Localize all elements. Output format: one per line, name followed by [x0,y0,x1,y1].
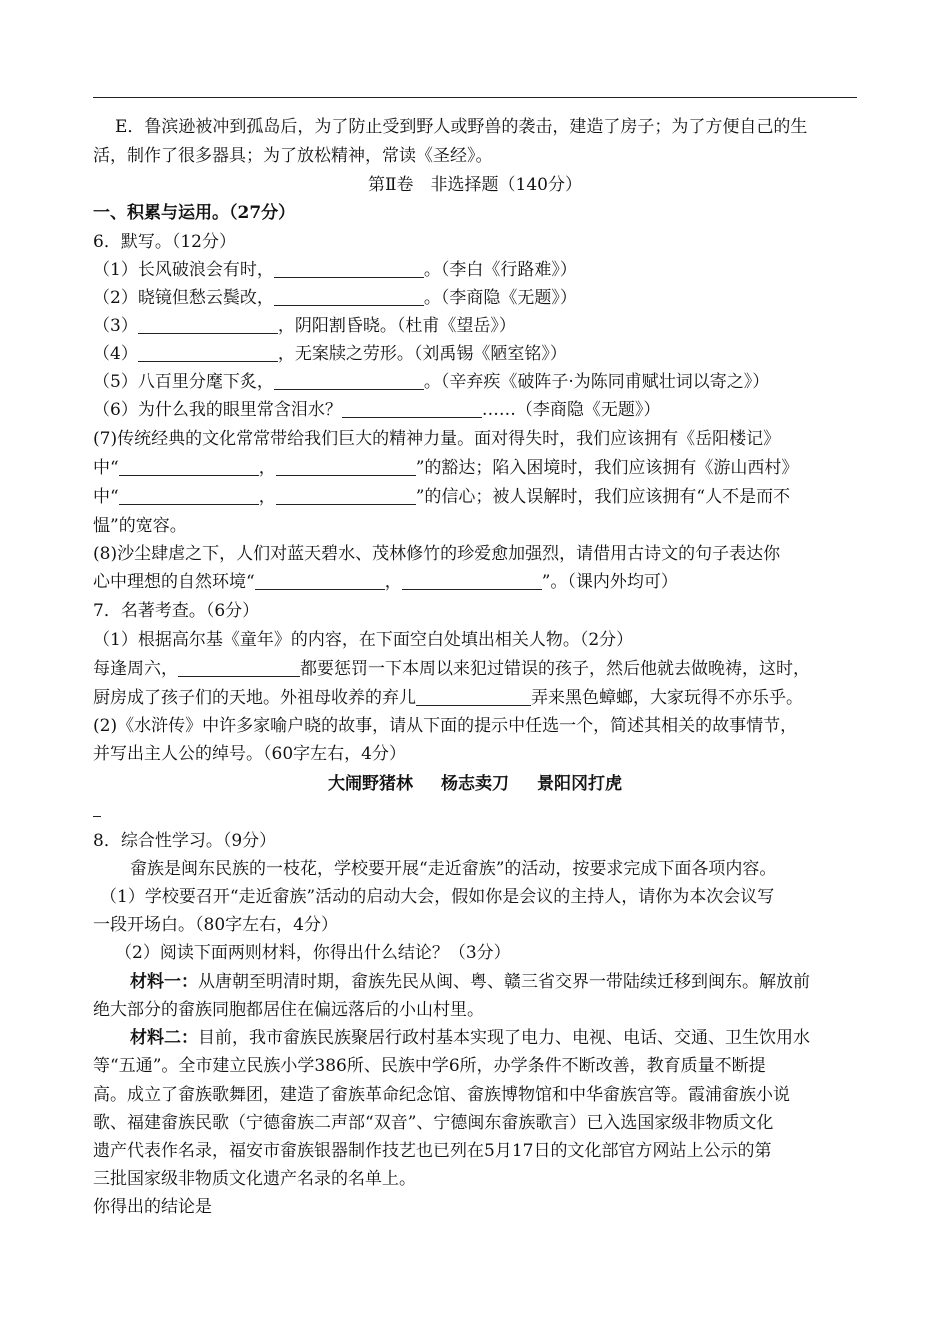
q6-5-source: 。（辛弃疾《破阵子·为陈同甫赋壮词以寄之》） [423,372,770,392]
q8-item-1-line1: （1）学校要召开“走近畲族”活动的启动大会，假如你是会议的主持人，请你为本次会议写 [100,887,775,907]
question-8-title: 8．综合性学习。（9分） [93,831,277,851]
q6-2-text: （2）晓镜但愁云鬓改， [93,288,274,308]
q7-item-1: （1）根据高尔基《童年》的内容，在下面空白处填出相关人物。（2分） [93,630,634,650]
q6-8-suffix: ”。（课内外均可） [541,572,678,592]
q6-item-7-line3 [93,484,790,510]
q6-item-7-line2 [93,455,798,481]
material-1-line1 [130,969,810,995]
q6-item-5 [93,369,769,395]
q6-7-suffix-b: ”的信心；被人误解时，我们应该拥有“人不是而不 [415,487,791,507]
q6-2-source: 。（李商隐《无题》） [423,288,577,308]
material-2-line3: 高。成立了畲族歌舞团，建造了畲族革命纪念馆、畲族博物馆和中华畲族宫等。霞浦畲族小说 [93,1085,790,1105]
option-e-line2: 活，制作了很多器具；为了放松精神，常读《圣经》。 [93,146,493,166]
material-2-label: 材料二： [130,1028,198,1048]
q7-1b-prefix: 厨房成了孩子们的天地。外祖母收养的弃儿 [93,688,416,708]
q6-3-text: （3） [93,316,138,336]
q6-7-prefix-a: 中“ [93,458,119,478]
q7-item-2-line2: 并写出主人公的绰号。（60字左右，4分） [93,744,406,764]
q6-item-8-line2 [93,569,678,595]
q8-item-2: （2）阅读下面两则材料，你得出什么结论？（3分） [115,943,511,963]
q6-7-comma-b: ， [258,487,276,507]
q6-item-4 [93,341,567,367]
q6-6-blank[interactable] [342,401,482,418]
q6-6-source: ……（李商隐《无题》） [481,400,661,420]
q8-item-1-line2: 一段开场白。（80字左右，4分） [93,915,338,935]
q6-7-comma-a: ， [258,458,276,478]
question-6-title: 6．默写。（12分） [93,232,236,252]
q6-1-source: 。（李白《行路难》） [423,260,577,280]
material-2-line6: 三批国家级非物质文化遗产名录的名单上。 [93,1169,416,1189]
q6-3-source: ，阴阳割昏晓。（杜甫《望岳》） [277,316,516,336]
conclusion-prompt: 你得出的结论是 [93,1197,212,1217]
q6-1-blank[interactable] [274,261,424,278]
header-rule [93,97,857,98]
q6-7-blank-4[interactable] [276,488,416,505]
q7-item-1-line2 [93,656,810,682]
q7-item-1-line3 [93,685,803,711]
q6-7-blank-2[interactable] [276,459,416,476]
q6-6-text: （6）为什么我的眼里常含泪水？ [93,400,342,420]
option-e-line1: E．鲁滨逊被冲到孤岛后，为了防止受到野人或野兽的袭击，建造了房子；为了方便自己的生 [115,117,808,137]
q6-8-comma: ， [384,572,402,592]
story-option-2: 杨志卖刀 [441,774,509,794]
q6-7-blank-1[interactable] [119,459,259,476]
material-2-line5: 遗产代表作名录，福安市畲族银器制作技艺也已列在5月17日的文化部官方网站上公示的第 [93,1141,772,1161]
q6-1-text: （1）长风破浪会有时， [93,260,274,280]
q6-4-blank[interactable] [138,345,278,362]
material-2-text: 目前，我市畲族民族聚居行政村基本实现了电力、电视、电话、交通、卫生饮用水 [198,1028,810,1048]
q6-8-prefix: 心中理想的自然环境“ [93,572,255,592]
stray-mark [93,816,101,817]
q6-8-blank-2[interactable] [402,573,542,590]
q6-7-blank-3[interactable] [119,488,259,505]
q7-1-suffix: 都要惩罚一下本周以来犯过错误的孩子，然后他就去做晚祷，这时， [300,659,810,679]
story-option-3: 景阳冈打虎 [537,774,622,794]
material-2-line1 [130,1025,810,1051]
material-1-label: 材料一： [130,972,198,992]
q6-item-6 [93,397,660,423]
q6-item-7-line4: 愠”的宽容。 [93,516,187,536]
q6-item-3 [93,313,516,339]
material-1-text: 从唐朝至明清时期，畲族先民从闽、粤、赣三省交界一带陆续迁移到闽东。解放前 [198,972,810,992]
q6-8-blank-1[interactable] [255,573,385,590]
q6-7-suffix-a: ”的豁达；陷入困境时，我们应该拥有《游山西村》 [415,458,799,478]
q6-item-1 [93,257,577,283]
q7-item-2-line1: (2)《水浒传》中许多家喻户晓的故事，请从下面的提示中任选一个，简述其相关的故事情节， [93,716,798,736]
question-7-title: 7．名著考查。（6分） [93,601,260,621]
section-one-heading: 一、积累与运用。（27分） [93,203,296,223]
material-2-line2: 等“五通”。全市建立民族小学386所、民族中学6所，办学条件不断改善，教育质量不断提 [93,1056,766,1076]
story-option-1: 大闹野猪林 [328,774,413,794]
material-1-line2: 绝大部分的畲族同胞都居住在偏远落后的小山村里。 [93,1000,484,1020]
q6-item-8-line1: (8)沙尘肆虐之下，人们对蓝天碧水、茂林修竹的珍爱愈加强烈，请借用古诗文的句子表达你 [93,544,781,564]
q6-5-blank[interactable] [274,373,424,390]
q6-item-2 [93,285,577,311]
q7-1b-suffix: 弄来黑色蟑螂，大家玩得不亦乐乎。 [531,688,803,708]
part-two-title: 第Ⅱ卷 非选择题（140分） [367,175,582,195]
q7-1-blank-1[interactable] [178,660,300,677]
q6-item-7-line1: (7)传统经典的文化常常带给我们巨大的精神力量。面对得失时，我们应该拥有《岳阳楼记》 [93,429,781,449]
q7-1-prefix: 每逢周六， [93,659,178,679]
q6-3-blank[interactable] [138,317,278,334]
q6-4-source: ，无案牍之劳形。（刘禹锡《陋室铭》） [277,344,567,364]
q6-4-text: （4） [93,344,138,364]
material-2-line4: 歌、福建畲族民歌（宁德畲族二声部“双音”、宁德闽东畲族歌言）已入选国家级非物质文化 [93,1113,774,1133]
q8-intro: 畲族是闽东民族的一枝花，学校要开展“走近畲族”的活动，按要求完成下面各项内容。 [130,859,777,879]
q7-1-blank-2[interactable] [416,689,531,706]
q6-7-prefix-b: 中“ [93,487,119,507]
q6-5-text: （5）八百里分麾下炙， [93,372,274,392]
q6-2-blank[interactable] [274,289,424,306]
story-options [0,771,950,797]
